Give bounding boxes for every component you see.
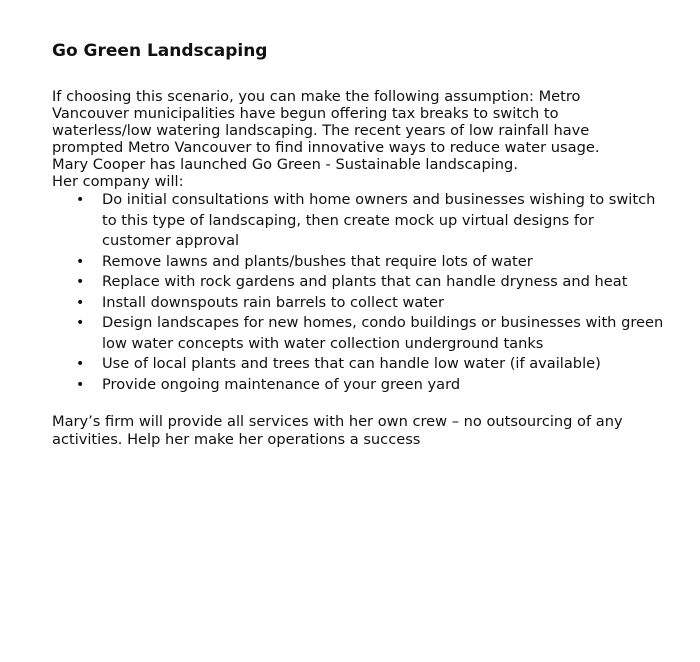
closing-paragraph (52, 413, 667, 449)
list-item-text: Use of local plants and trees that can handle low water (if available) (102, 355, 601, 372)
closing-line: activities. Help her make her operations a success (52, 431, 421, 448)
document-title: Go Green Landscaping (52, 41, 268, 61)
document-page (52, 40, 667, 449)
intro-line: prompted Metro Vancouver to find innovative ways to reduce water usage. (52, 139, 600, 156)
list-item (52, 293, 667, 314)
intro-line: Mary Cooper has launched Go Green - Sustainable landscaping. (52, 156, 518, 173)
bullet-icon: • (76, 274, 85, 290)
bullet-icon: • (76, 294, 85, 311)
intro-line: Her company will: (52, 173, 184, 190)
list-item-text: Replace with rock gardens and plants that can handle dryness and heat (102, 273, 628, 290)
list-item-text: Design landscapes for new homes, condo buildings or businesses with green low water concepts with water collection underground tanks (102, 314, 664, 352)
closing-line: Mary’s firm will provide all services with her own crew – no outsourcing of any (52, 413, 623, 430)
bullet-icon: • (76, 315, 85, 331)
list-item (52, 354, 667, 375)
list-item (52, 272, 667, 293)
bullet-icon: • (76, 376, 85, 393)
list-item (52, 252, 667, 273)
list-item-text: Do initial consultations with home owners and businesses wishing to switch to this type of landscaping, then create mock up virtual designs for customer approval (102, 191, 656, 249)
services-list (52, 190, 667, 395)
bullet-icon: • (76, 253, 85, 270)
list-item-text: Install downspouts rain barrels to collect water (102, 293, 445, 311)
bullet-icon: • (76, 356, 85, 372)
intro-paragraph (52, 88, 667, 190)
list-item-text: Remove lawns and plants/bushes that require lots of water (102, 252, 533, 270)
bullet-icon: • (76, 192, 85, 208)
intro-line: Vancouver municipalities have begun offering tax breaks to switch to (52, 105, 559, 122)
list-item (52, 190, 667, 252)
list-item (52, 313, 667, 354)
intro-line: If choosing this scenario, you can make the following assumption: Metro (52, 88, 581, 105)
intro-line: waterless/low watering landscaping. The recent years of low rainfall have (52, 122, 590, 139)
list-item (52, 375, 667, 396)
list-item-text: Provide ongoing maintenance of your green yard (102, 375, 461, 393)
